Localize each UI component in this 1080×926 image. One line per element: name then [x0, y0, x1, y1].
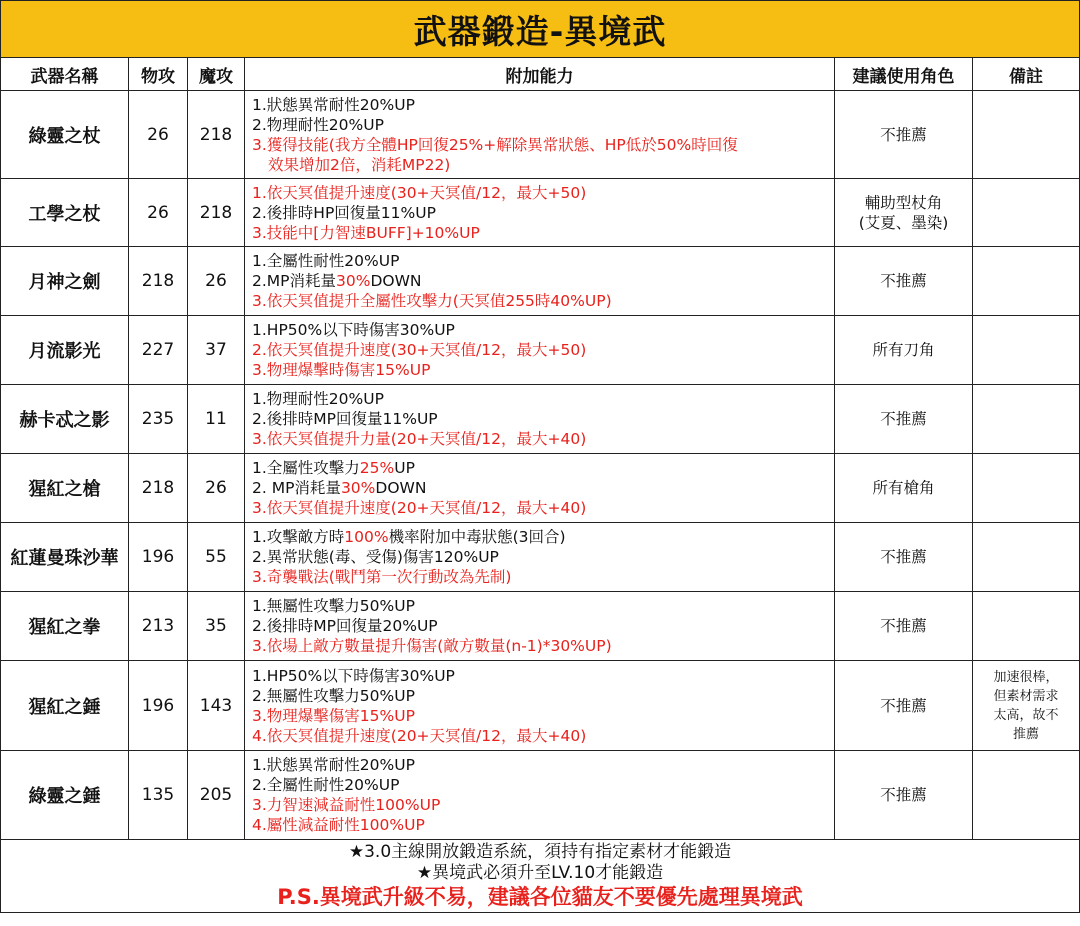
ability-line — [252, 389, 834, 409]
note-cell — [973, 385, 1080, 454]
ability-line — [252, 409, 834, 429]
magic-attack-value: 11 — [188, 385, 245, 454]
ability-text-highlight: 100% — [344, 528, 389, 546]
ability-line — [252, 616, 834, 636]
note-cell — [973, 751, 1080, 840]
header-abilities: 附加能力 — [245, 58, 835, 91]
ability-line — [252, 596, 834, 616]
ability-text-highlight: 3.力智速減益耐性100%UP — [252, 796, 441, 814]
ability-text: 2.異常狀態(毒、受傷)傷害120%UP — [252, 548, 499, 566]
footer-line-3: P.S.異境武升級不易，建議各位貓友不要優先處理異境武 — [277, 884, 803, 909]
ability-line — [252, 636, 834, 656]
ability-text-highlight: 3.物理爆擊傷害15%UP — [252, 706, 415, 725]
ability-line — [252, 706, 834, 726]
ability-text-highlight: 30% — [336, 272, 371, 290]
ability-text-highlight: 3.奇襲戰法(戰鬥第一次行動改為先制) — [252, 568, 512, 586]
physical-attack-value: 213 — [129, 592, 188, 661]
table-row — [1, 385, 1080, 454]
recommended-role: 所有槍角 — [835, 454, 973, 523]
note-cell — [973, 247, 1080, 316]
table-row — [1, 91, 1080, 179]
ability-text-highlight: 3.物理爆擊時傷害15%UP — [252, 361, 431, 379]
ability-text: 1.全屬性耐性20%UP — [252, 252, 400, 270]
note-cell: 加速很棒， 但素材需求 太高，故不 推薦 — [973, 661, 1080, 751]
recommended-role: 不推薦 — [835, 91, 973, 179]
physical-attack-value: 26 — [129, 91, 188, 179]
header-recommended-role: 建議使用角色 — [835, 58, 973, 91]
ability-line — [252, 666, 834, 686]
ability-text-highlight: 3.依天冥值提升力量(20+天冥值/12，最大+40) — [252, 430, 587, 448]
physical-attack-value: 227 — [129, 316, 188, 385]
ability-line — [252, 203, 834, 223]
ability-line — [252, 686, 834, 706]
ability-text: 2.MP消耗量 — [252, 272, 337, 290]
magic-attack-value: 26 — [188, 247, 245, 316]
ability-list — [245, 523, 835, 592]
ability-line — [252, 478, 834, 498]
note-cell — [973, 179, 1080, 247]
magic-attack-value: 143 — [188, 661, 245, 751]
ability-line — [252, 340, 834, 360]
note-cell — [973, 454, 1080, 523]
ability-text: 2.全屬性耐性20%UP — [252, 776, 400, 794]
footer-notes — [1, 840, 1080, 913]
ability-list — [245, 316, 835, 385]
magic-attack-value: 55 — [188, 523, 245, 592]
header-row — [1, 58, 1080, 91]
ability-text: 1.狀態異常耐性20%UP — [252, 756, 415, 774]
ability-line — [252, 155, 834, 175]
magic-attack-value: 35 — [188, 592, 245, 661]
ability-line — [252, 775, 834, 795]
physical-attack-value: 26 — [129, 179, 188, 247]
weapon-name: 月流影光 — [1, 316, 129, 385]
ability-text: 1.無屬性攻擊力50%UP — [252, 597, 415, 615]
header-note: 備註 — [973, 58, 1080, 91]
ability-text-highlight: 1.依天冥值提升速度(30+天冥值/12，最大+50) — [252, 183, 587, 202]
ability-line — [252, 547, 834, 567]
table-row — [1, 661, 1080, 751]
recommended-role: 所有刀角 — [835, 316, 973, 385]
recommended-role: 不推薦 — [835, 661, 973, 751]
weapon-name: 綠靈之錘 — [1, 751, 129, 840]
ability-text-highlight: 25% — [359, 459, 395, 477]
ability-text: 1.HP50%以下時傷害30%UP — [252, 666, 455, 685]
recommended-role: 不推薦 — [835, 247, 973, 316]
ability-line — [252, 498, 834, 518]
magic-attack-value: 205 — [188, 751, 245, 840]
ability-line — [252, 726, 834, 746]
physical-attack-value: 196 — [129, 661, 188, 751]
ability-list — [245, 592, 835, 661]
page-title: 武器鍛造-異境武 — [1, 1, 1080, 58]
ability-text-highlight: 3.依天冥值提升速度(20+天冥值/12，最大+40) — [252, 499, 587, 517]
physical-attack-value: 135 — [129, 751, 188, 840]
ability-text: 2. MP消耗量 — [252, 479, 341, 497]
ability-line — [252, 183, 834, 203]
magic-attack-value: 218 — [188, 179, 245, 247]
table-row — [1, 179, 1080, 247]
ability-text-highlight: 3.獲得技能(我方全體HP回復25%+解除異常狀態、HP低於50%時回復 — [252, 135, 738, 154]
ability-text: 2.後排時MP回復量11%UP — [252, 410, 438, 428]
table-row — [1, 316, 1080, 385]
magic-attack-value: 37 — [188, 316, 245, 385]
weapon-name: 猩紅之拳 — [1, 592, 129, 661]
ability-list — [245, 247, 835, 316]
ability-line — [252, 429, 834, 449]
magic-attack-value: 218 — [188, 91, 245, 179]
weapon-name: 猩紅之錘 — [1, 661, 129, 751]
table-row — [1, 454, 1080, 523]
ability-text: DOWN — [370, 272, 422, 290]
physical-attack-value: 218 — [129, 454, 188, 523]
ability-line — [252, 795, 834, 815]
table-row — [1, 592, 1080, 661]
note-cell — [973, 91, 1080, 179]
ability-list — [245, 454, 835, 523]
ability-text: 2.後排時MP回復量20%UP — [252, 617, 438, 635]
ability-line — [252, 567, 834, 587]
recommended-role: 輔助型杖角 (艾夏、墨染) — [835, 179, 973, 247]
ability-text: DOWN — [375, 479, 427, 497]
ability-text: 1.攻擊敵方時 — [252, 528, 345, 546]
ability-text-highlight: 2.依天冥值提升速度(30+天冥值/12，最大+50) — [252, 341, 587, 359]
table-row — [1, 247, 1080, 316]
ability-line — [252, 223, 834, 243]
note-cell — [973, 316, 1080, 385]
ability-line — [252, 527, 834, 547]
ability-text-highlight: 3.技能中[力智速BUFF]+10%UP — [252, 223, 480, 242]
header-weapon-name: 武器名稱 — [1, 58, 129, 91]
ability-line — [252, 95, 834, 115]
ability-text: 1.HP50%以下時傷害30%UP — [252, 321, 455, 339]
ability-text: 2.後排時HP回復量11%UP — [252, 203, 436, 222]
ability-line — [252, 458, 834, 478]
ability-line — [252, 251, 834, 271]
ability-text-highlight: 4.依天冥值提升速度(20+天冥值/12，最大+40) — [252, 726, 587, 745]
table-row — [1, 523, 1080, 592]
ability-text: UP — [394, 459, 415, 477]
weapon-name: 工學之杖 — [1, 179, 129, 247]
physical-attack-value: 218 — [129, 247, 188, 316]
ability-text: 1.狀態異常耐性20%UP — [252, 95, 415, 114]
ability-text: 1.物理耐性20%UP — [252, 390, 384, 408]
ability-text: 2.無屬性攻擊力50%UP — [252, 686, 415, 705]
recommended-role: 不推薦 — [835, 523, 973, 592]
ability-text-highlight: 效果增加2倍，消耗MP22) — [268, 155, 451, 174]
recommended-role: 不推薦 — [835, 592, 973, 661]
ability-list — [245, 385, 835, 454]
ability-line — [252, 115, 834, 135]
weapon-name: 猩紅之槍 — [1, 454, 129, 523]
ability-list — [245, 91, 835, 179]
ability-text-highlight: 3.依天冥值提升全屬性攻擊力(天冥值255時40%UP) — [252, 292, 612, 310]
ability-text-highlight: 30% — [340, 479, 376, 497]
ability-line — [252, 291, 834, 311]
recommended-role: 不推薦 — [835, 385, 973, 454]
recommended-role: 不推薦 — [835, 751, 973, 840]
ability-line — [252, 271, 834, 291]
note-cell — [973, 523, 1080, 592]
physical-attack-value: 196 — [129, 523, 188, 592]
ability-text-highlight: 3.依場上敵方數量提升傷害(敵方數量(n-1)*30%UP) — [252, 637, 612, 655]
ability-text: 1.全屬性攻擊力 — [252, 459, 360, 477]
ability-list — [245, 661, 835, 751]
header-magic-attack: 魔攻 — [188, 58, 245, 91]
ability-line — [252, 320, 834, 340]
footer-line-1: ★3.0主線開放鍛造系統，須持有指定素材才能鍛造 — [348, 841, 732, 862]
header-physical-attack: 物攻 — [129, 58, 188, 91]
ability-list — [245, 179, 835, 247]
ability-text: 2.物理耐性20%UP — [252, 115, 384, 134]
magic-attack-value: 26 — [188, 454, 245, 523]
ability-line — [252, 755, 834, 775]
table-row — [1, 751, 1080, 840]
footer-line-2: ★異境武必須升至LV.10才能鍛造 — [416, 862, 664, 883]
ability-line — [252, 360, 834, 380]
physical-attack-value: 235 — [129, 385, 188, 454]
ability-line — [252, 135, 834, 155]
weapon-name: 月神之劍 — [1, 247, 129, 316]
ability-text-highlight: 4.屬性減益耐性100%UP — [252, 816, 425, 834]
ability-list — [245, 751, 835, 840]
weapon-name: 紅蓮曼珠沙華 — [1, 523, 129, 592]
weapon-name: 赫卡忒之影 — [1, 385, 129, 454]
ability-text: 機率附加中毒狀態(3回合) — [388, 528, 566, 546]
note-cell — [973, 592, 1080, 661]
ability-line — [252, 815, 834, 835]
weapon-name: 綠靈之杖 — [1, 91, 129, 179]
